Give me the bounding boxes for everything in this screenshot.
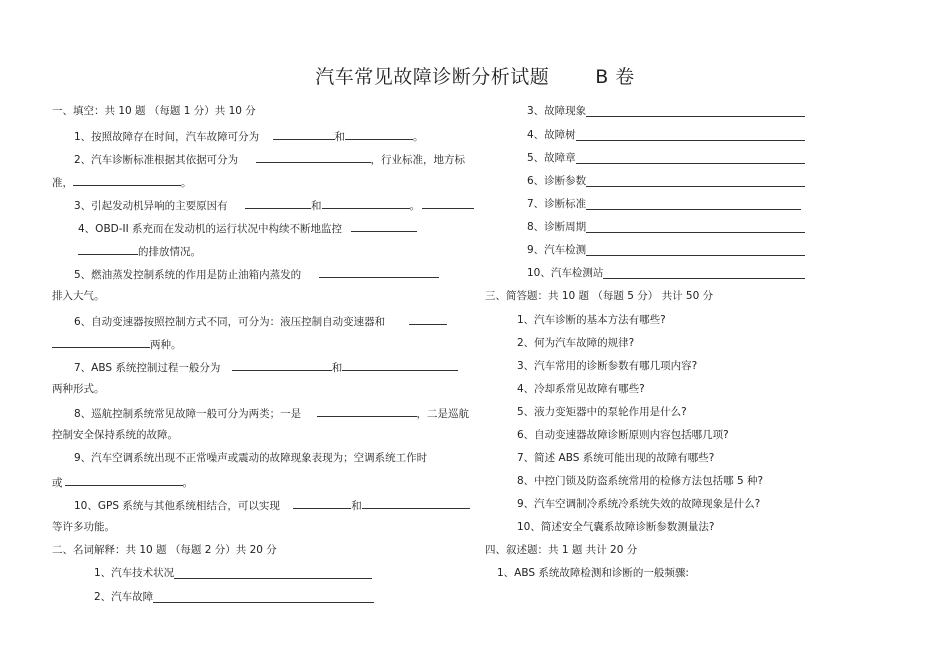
answer-blank[interactable] — [351, 220, 417, 232]
term-item: 3、故障现象 — [527, 105, 587, 117]
answer-line[interactable] — [153, 602, 374, 603]
answer-blank[interactable] — [273, 128, 335, 140]
fill-q8: 8、巡航控制系统常见故障一般可分为两类；一是 ，二是巡航 — [74, 405, 469, 421]
fill-q9-cont: 或 。 — [52, 474, 193, 490]
essay-item: 1、ABS 系统故障检测和诊断的一般频骤: — [497, 567, 689, 579]
answer-blank[interactable] — [422, 197, 474, 209]
term-item: 1、汽车技术状况 — [94, 567, 175, 579]
fill-q1: 1、按照故障存在时间，汽车故障可分为 和 。 — [74, 128, 424, 144]
short-answer-item: 1、汽车诊断的基本方法有哪些? — [517, 314, 666, 326]
short-answer-item: 6、自动变速器故障诊断原则内容包括哪几项? — [517, 429, 729, 441]
answer-line[interactable] — [586, 209, 801, 210]
fill-q5-cont: 排入大气。 — [52, 290, 105, 302]
fill-q3: 3、引起发动机异响的主要原因有 和 。 — [74, 197, 474, 213]
short-answer-item: 3、汽车常用的诊断参数有哪几项内容? — [517, 360, 698, 372]
answer-blank[interactable] — [256, 151, 371, 163]
term-item: 4、故障树 — [527, 129, 576, 141]
short-answer-item: 7、简述 ABS 系统可能出现的故障有哪些? — [517, 452, 715, 464]
fill-q4: 4、OBD-II 系充而在发动机的运行状况中构续不断地监控 — [78, 220, 417, 236]
exam-title — [0, 62, 950, 89]
answer-line[interactable] — [603, 278, 805, 279]
answer-blank[interactable] — [65, 474, 183, 486]
answer-line[interactable] — [586, 232, 805, 233]
fill-q10: 10、GPS 系统与其他系统相结合，可以实现 和 — [74, 497, 470, 513]
answer-line[interactable] — [586, 186, 805, 187]
term-item: 2、汽车故障 — [94, 591, 154, 603]
term-item: 5、故障章 — [527, 152, 576, 164]
fill-q5: 5、燃油蒸发控制系统的作用是防止油箱内蒸发的 — [74, 266, 439, 282]
short-answer-item: 2、何为汽车故障的规律? — [517, 337, 635, 349]
section-2-header: 二、名词解释：共 10 题 （每题 2 分）共 20 分 — [52, 544, 277, 556]
answer-blank[interactable] — [73, 174, 181, 186]
short-answer-item: 5、液力变矩器中的泵轮作用是什么? — [517, 406, 687, 418]
answer-blank[interactable] — [52, 336, 150, 348]
answer-blank[interactable] — [362, 497, 470, 509]
term-item: 9、汽车检测 — [527, 244, 587, 256]
section-3-header: 三、简答题：共 10 题 （每题 5 分） 共计 50 分 — [485, 290, 714, 302]
fill-q9: 9、汽车空调系统出现不正常噪声或震动的故障现象表现为；空调系统工作时 — [74, 452, 428, 464]
exam-title-main: 汽车常见故障诊断分析试题 — [315, 66, 550, 88]
fill-q4-cont: 的排放情况。 — [78, 243, 201, 259]
answer-line[interactable] — [586, 116, 805, 117]
answer-blank[interactable] — [245, 197, 311, 209]
fill-q7: 7、ABS 系统控制过程一般分为 和 — [74, 359, 458, 375]
answer-blank[interactable] — [232, 359, 332, 371]
fill-q6-cont: 两种。 — [52, 336, 182, 352]
fill-q2: 2、汽车诊断标准根据其依据可分为 ，行业标准，地方标 — [74, 151, 465, 167]
answer-blank[interactable] — [293, 497, 351, 509]
fill-q6: 6、自动变速器按照控制方式不同，可分为：液压控制自动变速器和 — [74, 313, 447, 329]
term-item: 10、汽车检测站 — [527, 267, 604, 279]
answer-line[interactable] — [586, 255, 805, 256]
term-item: 7、诊断标准 — [527, 198, 587, 210]
fill-q10-cont: 等许多功能。 — [52, 521, 115, 533]
answer-blank[interactable] — [342, 359, 458, 371]
answer-blank[interactable] — [78, 243, 138, 255]
paper-label: B 卷 — [595, 66, 635, 88]
fill-q7-cont: 两种形式。 — [52, 383, 105, 395]
answer-line[interactable] — [576, 140, 805, 141]
short-answer-item: 4、冷却系常见故障有哪些? — [517, 383, 645, 395]
term-item: 8、诊断周期 — [527, 221, 587, 233]
term-item: 6、诊断参数 — [527, 175, 587, 187]
answer-blank[interactable] — [322, 197, 410, 209]
short-answer-item: 8、中控门锁及防盗系统常用的检修方法包括哪 5 种? — [517, 475, 764, 487]
answer-blank[interactable] — [319, 266, 439, 278]
answer-line[interactable] — [576, 163, 805, 164]
section-1-header: 一、填空：共 10 题 （每题 1 分）共 10 分 — [52, 105, 256, 117]
answer-blank[interactable] — [345, 128, 413, 140]
answer-blank[interactable] — [317, 405, 417, 417]
short-answer-item: 9、汽车空调制冷系统冷系统失效的故障现象是什么? — [517, 498, 761, 510]
fill-q2-cont: 准， 。 — [52, 174, 192, 190]
answer-blank[interactable] — [409, 313, 447, 325]
section-4-header: 四、叙述题：共 1 题 共计 20 分 — [485, 544, 638, 556]
fill-q8-cont: 控制安全保持系统的故障。 — [52, 429, 178, 441]
answer-line[interactable] — [174, 578, 372, 579]
short-answer-item: 10、简述安全气囊系故障诊断参数测量法? — [517, 521, 715, 533]
